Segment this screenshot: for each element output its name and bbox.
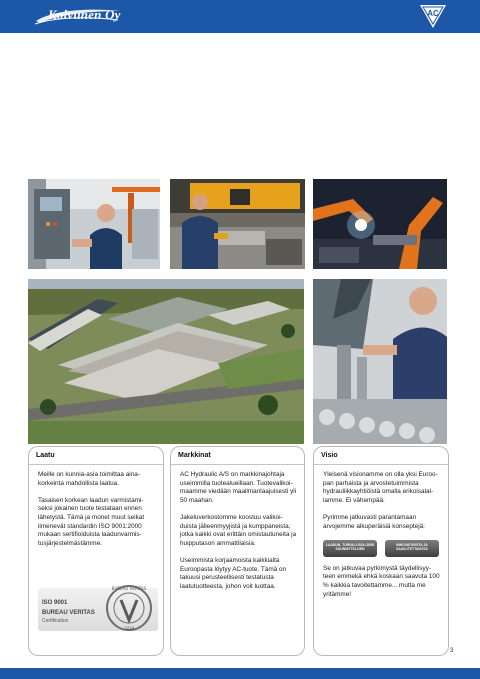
photo-workbench-worker: [170, 179, 305, 269]
box-markkinat-title: Markkinat: [178, 452, 211, 459]
laatu-paragraph-2: Tasaisen korkean laadun varmistami-seksi jokainen tuote testataan ennen lähetystä. Tämä ja monet muut seikat ilmenevät standardin ISO 9001:2000 mukaan sertifioiduista laadunvarmis-tusjärjestelmästämme.: [38, 496, 145, 547]
photo-robotic-welding: [313, 179, 447, 269]
markkinat-paragraph-3: Useimmista korjaamoista kaikkialta Euroopasta löytyy AC-tuote. Tämä on takuusi perusteellisesti testatusta laatutuotteesta, johon voit luottaa.: [180, 556, 287, 590]
cert-sub-label: Certification: [42, 618, 69, 624]
bureau-veritas-certificate: [38, 588, 158, 631]
box-divider: [314, 464, 448, 465]
markkinat-paragraph-1: AC Hydraulic A/S on markkinajohtaja useimmilla tuotealueillaan. Tuotevalikoi-maamme viedään maailmanlaajuisesti yli 50 maahan.: [180, 471, 297, 504]
markkinat-paragraph-2: Jakeluverkostomme koostuu valikoi-duista jälleenmyyjistä ja kumppaneista, jotka kaikki ovat erittäin omistautuneita ja huipputason ammattilaisia.: [180, 513, 297, 547]
page-number: 3: [450, 648, 454, 654]
box-visio-text: [323, 471, 442, 608]
svg-text:BUREAU VERITAS: BUREAU VERITAS: [111, 586, 147, 591]
box-divider: [171, 464, 304, 465]
box-visio-title: Visio: [321, 452, 338, 459]
photo-factory-aerial: [28, 279, 304, 444]
concept-buttons: [323, 540, 442, 557]
visio-paragraph-1: Yleisenä visionamme on olla yksi Euroo-pan parhaista ja arvostetuimmista hydrauliikkayhtiöistä omalla erikoisalal-lamme. Ei vähempää.: [323, 471, 438, 504]
visio-paragraph-2: Pyrimme jatkuvasti parantamaan arvojemme alkuperäisiä konseptejä:: [323, 513, 425, 530]
photo-machining-operator: [28, 179, 160, 269]
cert-org-label: BUREAU VERITAS: [42, 610, 95, 616]
box-markkinat-text: [180, 471, 298, 600]
concept-button-quality[interactable]: LAADUN, TURVALLISUU-DEN SUUNNITTELIJEN: [323, 540, 377, 557]
visio-paragraph-3: Se on jatkuvaa pyrkimystä täydellisyy-teen emmekä ehkä koskaan saavuta 100 % kaikkia tavoitettamme... mutta me yritämme!: [323, 564, 440, 598]
bureau-veritas-seal-icon: [104, 580, 154, 636]
photo-cylinder-inspection: [313, 279, 447, 444]
svg-text:1828: 1828: [123, 626, 135, 631]
ac-badge-text: AC: [427, 9, 439, 18]
box-laatu: [28, 446, 164, 656]
box-divider: [29, 464, 163, 465]
kolvunen-logo[interactable]: [34, 6, 122, 26]
box-visio: [313, 446, 449, 656]
concept-button-innovation[interactable]: INNOVATIIVISTA JA SAAVUTETTAVISTA: [385, 540, 439, 557]
logo-text: Kolvunen Oy: [48, 7, 121, 22]
cert-iso-label: ISO 9001: [42, 600, 68, 606]
box-laatu-text: [38, 471, 157, 557]
bottom-bar: [0, 668, 480, 679]
box-markkinat: [170, 446, 305, 656]
box-laatu-title: Laatu: [36, 452, 55, 459]
top-bar: [0, 0, 480, 33]
laatu-paragraph-1: Meille on kunnia-asia toimittaa aina-korkeinta mahdollista laatua.: [38, 471, 140, 487]
ac-hydraulic-badge[interactable]: [419, 4, 447, 29]
